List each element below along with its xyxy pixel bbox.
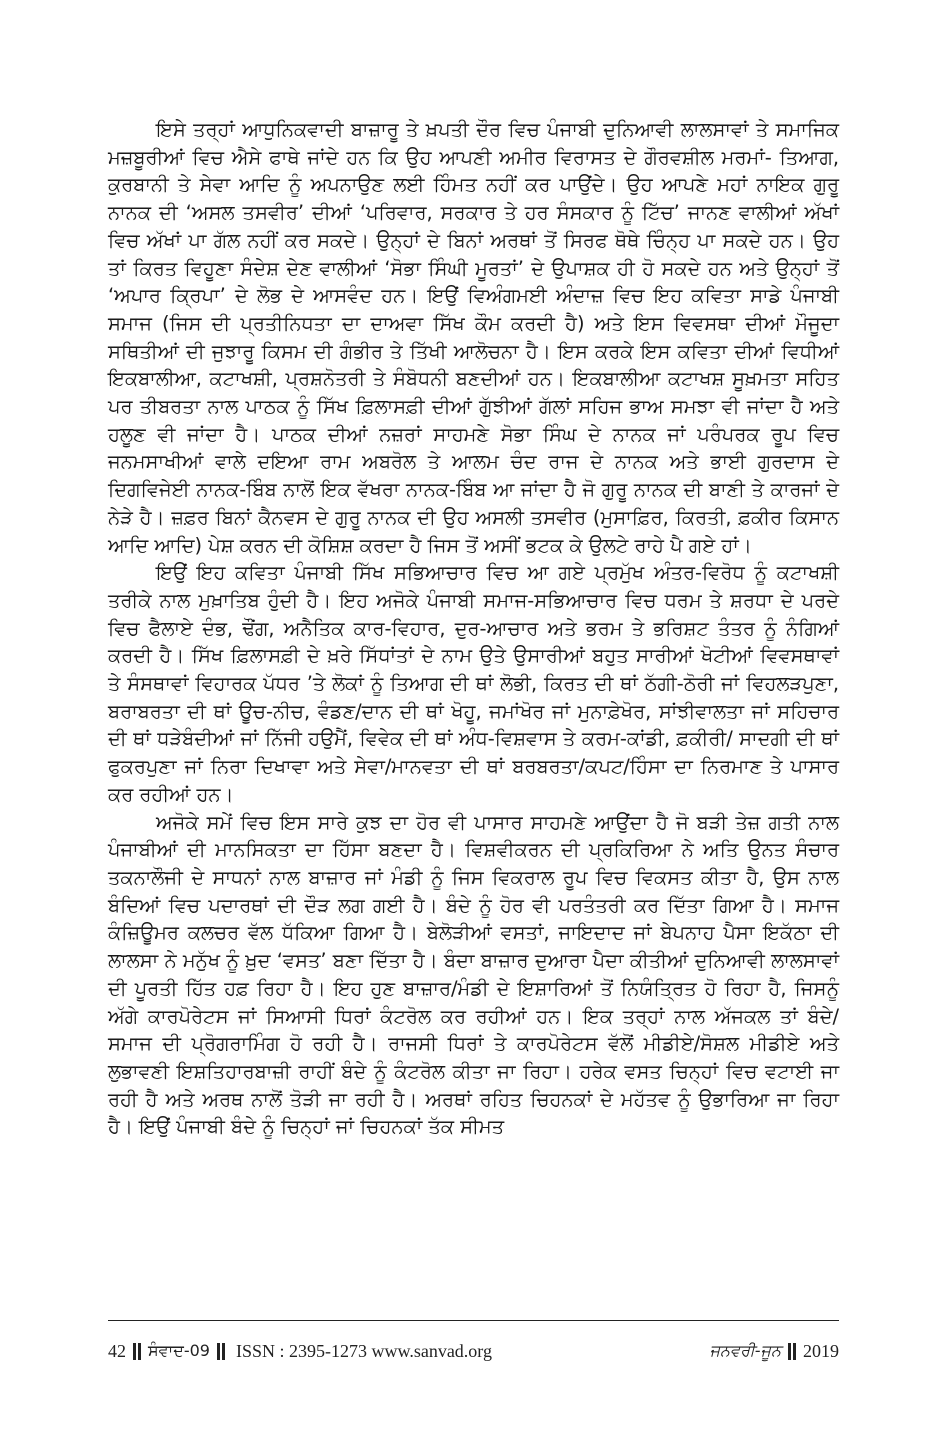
footer-divider (108, 1320, 839, 1321)
page-number: 42 (108, 1340, 126, 1361)
footer-left (108, 1341, 492, 1362)
page-footer (108, 1337, 839, 1365)
separator-icon (788, 1343, 796, 1360)
footer-right (710, 1341, 839, 1362)
separator-icon (133, 1343, 141, 1360)
magazine-issue: ਸੰਵਾਦ-09 (148, 1341, 210, 1360)
paragraph-3: ਅਜੋਕੇ ਸਮੇਂ ਵਿਚ ਇਸ ਸਾਰੇ ਕੁਝ ਦਾ ਹੋਰ ਵੀ ਪਾਸਾਰ ਸਾਹਮਣੇ ਆਉਂਦਾ ਹੈ ਜੋ ਬੜੀ ਤੇਜ਼ ਗਤੀ ਨਾਲ ਪੰਜਾਬੀਆਂ ਦੀ ਮਾਨਸਿਕਤਾ ਦਾ ਹਿੱਸਾ ਬਣਦਾ ਹੈ। ਵਿਸ਼ਵੀਕਰਨ ਦੀ ਪ੍ਰਕਿਰਿਆ ਨੇ ਅਤਿ ਉਨਤ ਸੰਚਾਰ ਤਕਨਾਲੌਜੀ ਦੇ ਸਾਧਨਾਂ ਨਾਲ ਬਾਜ਼ਾਰ ਜਾਂ ਮੰਡੀ ਨੂੰ ਜਿਸ ਵਿਕਰਾਲ ਰੂਪ ਵਿਚ ਵਿਕਸਤ ਕੀਤਾ ਹੈ, ਉਸ ਨਾਲ ਬੰਦਿਆਂ ਵਿਚ ਪਦਾਰਥਾਂ ਦੀ ਦੌੜ ਲਗ ਗਈ ਹੈ। ਬੰਦੇ ਨੂੰ ਹੋਰ ਵੀ ਪਰਤੰਤਰੀ ਕਰ ਦਿੱਤਾ ਗਿਆ ਹੈ। ਸਮਾਜ ਕੰਜ਼ਿਊਮਰ ਕਲਚਰ ਵੱਲ ਧੱਕਿਆ ਗਿਆ ਹੈ। ਬੇਲੋੜੀਆਂ ਵਸਤਾਂ, ਜਾਇਦਾਦ ਜਾਂ ਬੇਪਨਾਹ ਪੈਸਾ ਇਕੱਠਾ ਦੀ ਲਾਲਸਾ ਨੇ ਮਨੁੱਖ ਨੂੰ ਖ਼ੁਦ ‘ਵਸਤ’ ਬਣਾ ਦਿੱਤਾ ਹੈ। ਬੰਦਾ ਬਾਜ਼ਾਰ ਦੁਆਰਾ ਪੈਦਾ ਕੀਤੀਆਂ ਦੁਨਿਆਵੀ ਲਾਲਸਾਵਾਂ ਦੀ ਪੂਰਤੀ ਹਿੱਤ ਹਫ਼ ਰਿਹਾ ਹੈ। ਇਹ ਹੁਣ ਬਾਜ਼ਾਰ/ਮੰਡੀ ਦੇ ਇਸ਼ਾਰਿਆਂ ਤੋਂ ਨਿਯੰਤ੍ਰਿਤ ਹੋ ਰਿਹਾ ਹੈ, ਜਿਸਨੂੰ ਅੱਗੇ ਕਾਰਪੋਰੇਟਸ ਜਾਂ ਸਿਆਸੀ ਧਿਰਾਂ ਕੰਟਰੋਲ ਕਰ ਰਹੀਆਂ ਹਨ। ਇਕ ਤਰ੍ਹਾਂ ਨਾਲ ਅੱਜਕਲ ਤਾਂ ਬੰਦੇ/ ਸਮਾਜ ਦੀ ਪ੍ਰੋਗਰਾਮਿੰਗ ਹੋ ਰਹੀ ਹੈ। ਰਾਜਸੀ ਧਿਰਾਂ ਤੇ ਕਾਰਪੋਰੇਟਸ ਵੱਲੋਂ ਮੀਡੀਏ/ਸੋਸ਼ਲ ਮੀਡੀਏ ਅਤੇ ਲੁਭਾਵਣੀ ਇਸ਼ਤਿਹਾਰਬਾਜ਼ੀ ਰਾਹੀਂ ਬੰਦੇ ਨੂੰ ਕੰਟਰੋਲ ਕੀਤਾ ਜਾ ਰਿਹਾ। ਹਰੇਕ ਵਸਤ ਚਿਨ੍ਹਾਂ ਵਿਚ ਵਟਾਈ ਜਾ ਰਹੀ ਹੈ ਅਤੇ ਅਰਥ ਨਾਲੋਂ ਤੋੜੀ ਜਾ ਰਹੀ ਹੈ। ਅਰਥਾਂ ਰਹਿਤ ਚਿਹਨਕਾਂ ਦੇ ਮਹੱਤਵ ਨੂੰ ਉਭਾਰਿਆ ਜਾ ਰਿਹਾ ਹੈ। ਇਉਂ ਪੰਜਾਬੀ ਬੰਦੇ ਨੂੰ ਚਿਨ੍ਹਾਂ ਜਾਂ ਚਿਹਨਕਾਂ ਤੱਕ ਸੀਮਤ (108, 810, 839, 1139)
separator-icon (217, 1343, 225, 1360)
paragraph-2: ਇਉਂ ਇਹ ਕਵਿਤਾ ਪੰਜਾਬੀ ਸਿੱਖ ਸਭਿਆਚਾਰ ਵਿਚ ਆ ਗਏ ਪ੍ਰਮੁੱਖ ਅੰਤਰ-ਵਿਰੋਧ ਨੂੰ ਕਟਾਖਸ਼ੀ ਤਰੀਕੇ ਨਾਲ ਮੁਖ਼ਾਤਿਬ ਹੁੰਦੀ ਹੈ। ਇਹ ਅਜੋਕੇ ਪੰਜਾਬੀ ਸਮਾਜ-ਸਭਿਆਚਾਰ ਵਿਚ ਧਰਮ ਤੇ ਸ਼ਰਧਾ ਦੇ ਪਰਦੇ ਵਿਚ ਫੈਲਾਏ ਦੰਭ, ਢੌਂਗ, ਅਨੈਤਿਕ ਕਾਰ-ਵਿਹਾਰ, ਦੁਰ-ਆਚਾਰ ਅਤੇ ਭਰਮ ਤੇ ਭਰਿਸ਼ਟ ਤੰਤਰ ਨੂੰ ਨੰਗਿਆਂ ਕਰਦੀ ਹੈ। ਸਿੱਖ ਫ਼ਿਲਾਸਫ਼ੀ ਦੇ ਖ਼ਰੇ ਸਿੱਧਾਂਤਾਂ ਦੇ ਨਾਮ ਉਤੇ ਉਸਾਰੀਆਂ ਬਹੁਤ ਸਾਰੀਆਂ ਖੋਟੀਆਂ ਵਿਵਸਥਾਵਾਂ ਤੇ ਸੰਸਥਾਵਾਂ ਵਿਹਾਰਕ ਪੱਧਰ ’ਤੇ ਲੋਕਾਂ ਨੂੰ ਤਿਆਗ ਦੀ ਥਾਂ ਲੋਭੀ, ਕਿਰਤ ਦੀ ਥਾਂ ਠੱਗੀ-ਠੋਰੀ ਜਾਂ ਵਿਹਲੜਪੁਣਾ, ਬਰਾਬਰਤਾ ਦੀ ਥਾਂ ਊਚ-ਨੀਚ, ਵੰਡਣ/ਦਾਨ ਦੀ ਥਾਂ ਖੋਹੂ, ਜਮਾਂਖੋਰ ਜਾਂ ਮੁਨਾਫ਼ੇਖੋਰ, ਸਾਂਝੀਵਾਲਤਾ ਜਾਂ ਸਹਿਚਾਰ ਦੀ ਥਾਂ ਧੜੇਬੰਦੀਆਂ ਜਾਂ ਨਿੱਜੀ ਹਉਮੈਂ, ਵਿਵੇਕ ਦੀ ਥਾਂ ਅੰਧ-ਵਿਸ਼ਵਾਸ ਤੇ ਕਰਮ-ਕਾਂਡੀ, ਫ਼ਕੀਰੀ/ ਸਾਦਗੀ ਦੀ ਥਾਂ ਫੁਕਰਪੁਣਾ ਜਾਂ ਨਿਰਾ ਦਿਖਾਵਾ ਅਤੇ ਸੇਵਾ/ਮਾਨਵਤਾ ਦੀ ਥਾਂ ਬਰਬਰਤਾ/ਕਪਟ/ਹਿੰਸਾ ਦਾ ਨਿਰਮਾਣ ਤੇ ਪਾਸਾਰ ਕਰ ਰਹੀਆਂ ਹਨ। (108, 561, 839, 806)
paragraph-1: ਇਸੇ ਤਰ੍ਹਾਂ ਆਧੁਨਿਕਵਾਦੀ ਬਾਜ਼ਾਰੂ ਤੇ ਖ਼ਪਤੀ ਦੌਰ ਵਿਚ ਪੰਜਾਬੀ ਦੁਨਿਆਵੀ ਲਾਲਸਾਵਾਂ ਤੇ ਸਮਾਜਿਕ ਮਜ਼ਬੂਰੀਆਂ ਵਿਚ ਐਸੇ ਫਾਥੇ ਜਾਂਦੇ ਹਨ ਕਿ ਉਹ ਆਪਣੀ ਅਮੀਰ ਵਿਰਾਸਤ ਦੇ ਗੌਰਵਸ਼ੀਲ ਮਰਮਾਂ- ਤਿਆਗ, ਕੁਰਬਾਨੀ ਤੇ ਸੇਵਾ ਆਦਿ ਨੂੰ ਅਪਨਾਉਣ ਲਈ ਹਿੰਮਤ ਨਹੀਂ ਕਰ ਪਾਉਂਦੇ। ਉਹ ਆਪਣੇ ਮਹਾਂ ਨਾਇਕ ਗੁਰੂ ਨਾਨਕ ਦੀ ‘ਅਸਲ ਤਸਵੀਰ’ ਦੀਆਂ ‘ਪਰਿਵਾਰ, ਸਰਕਾਰ ਤੇ ਹਰ ਸੰਸਕਾਰ ਨੂੰ ਟਿੱਚ’ ਜਾਨਣ ਵਾਲੀਆਂ ਅੱਖਾਂ ਵਿਚ ਅੱਖਾਂ ਪਾ ਗੱਲ ਨਹੀਂ ਕਰ ਸਕਦੇ। ਉਨ੍ਹਾਂ ਦੇ ਬਿਨਾਂ ਅਰਥਾਂ ਤੋਂ ਸਿਰਫ ਥੋਥੇ ਚਿੰਨ੍ਹ ਪਾ ਸਕਦੇ ਹਨ। ਉਹ ਤਾਂ ਕਿਰਤ ਵਿਹੂਣਾ ਸੰਦੇਸ਼ ਦੇਣ ਵਾਲੀਆਂ ‘ਸੋਭਾ ਸਿੰਘੀ ਮੂਰਤਾਂ’ ਦੇ ਉਪਾਸ਼ਕ ਹੀ ਹੋ ਸਕਦੇ ਹਨ ਅਤੇ ਉਨ੍ਹਾਂ ਤੋਂ ‘ਅਪਾਰ ਕ੍ਰਿਪਾ’ ਦੇ ਲੋਭ ਦੇ ਆਸਵੰਦ ਹਨ। ਇਉਂ ਵਿਅੰਗਮਈ ਅੰਦਾਜ਼ ਵਿਚ ਇਹ ਕਵਿਤਾ ਸਾਡੇ ਪੰਜਾਬੀ ਸਮਾਜ (ਜਿਸ ਦੀ ਪ੍ਰਤੀਨਿਧਤਾ ਦਾ ਦਾਅਵਾ ਸਿੱਖ ਕੌਮ ਕਰਦੀ ਹੈ) ਅਤੇ ਇਸ ਵਿਵਸਥਾ ਦੀਆਂ ਮੌਜੂਦਾ ਸਥਿਤੀਆਂ ਦੀ ਜੁਝਾਰੂ ਕਿਸਮ ਦੀ ਗੰਭੀਰ ਤੇ ਤਿੱਖੀ ਆਲੋਚਨਾ ਹੈ। ਇਸ ਕਰਕੇ ਇਸ ਕਵਿਤਾ ਦੀਆਂ ਵਿਧੀਆਂ ਇਕਬਾਲੀਆ, ਕਟਾਖਸ਼ੀ, ਪ੍ਰਸ਼ਨੋਤਰੀ ਤੇ ਸੰਬੋਧਨੀ ਬਣਦੀਆਂ ਹਨ। ਇਕਬਾਲੀਆ ਕਟਾਖਸ਼ ਸੂਖ਼ਮਤਾ ਸਹਿਤ ਪਰ ਤੀਬਰਤਾ ਨਾਲ ਪਾਠਕ ਨੂੰ ਸਿੱਖ ਫ਼ਿਲਾਸਫ਼ੀ ਦੀਆਂ ਗੁੱਝੀਆਂ ਗੱਲਾਂ ਸਹਿਜ ਭਾਅ ਸਮਝਾ ਵੀ ਜਾਂਦਾ ਹੈ ਅਤੇ ਹਲੂਣ ਵੀ ਜਾਂਦਾ ਹੈ। ਪਾਠਕ ਦੀਆਂ ਨਜ਼ਰਾਂ ਸਾਹਮਣੇ ਸੋਭਾ ਸਿੰਘ ਦੇ ਨਾਨਕ ਜਾਂ ਪਰੰਪਰਕ ਰੂਪ ਵਿਚ ਜਨਮਸਾਖੀਆਂ ਵਾਲੇ ਦਇਆ ਰਾਮ ਅਬਰੋਲ ਤੇ ਆਲਮ ਚੰਦ ਰਾਜ ਦੇ ਨਾਨਕ ਅਤੇ ਭਾਈ ਗੁਰਦਾਸ ਦੇ ਦਿਗਵਿਜੇਈ ਨਾਨਕ-ਬਿੰਬ ਨਾਲੋਂ ਇਕ ਵੱਖਰਾ ਨਾਨਕ-ਬਿੰਬ ਆ ਜਾਂਦਾ ਹੈ ਜੋ ਗੁਰੂ ਨਾਨਕ ਦੀ ਬਾਣੀ ਤੇ ਕਾਰਜਾਂ ਦੇ ਨੇੜੇ ਹੈ। ਜ਼ਫ਼ਰ ਬਿਨਾਂ ਕੈਨਵਸ ਦੇ ਗੁਰੂ ਨਾਨਕ ਦੀ ਉਹ ਅਸਲੀ ਤਸਵੀਰ (ਮੁਸਾਫ਼ਿਰ, ਕਿਰਤੀ, ਫ਼ਕੀਰ ਕਿਸਾਨ ਆਦਿ ਆਦਿ) ਪੇਸ਼ ਕਰਨ ਦੀ ਕੋਸ਼ਿਸ਼ ਕਰਦਾ ਹੈ ਜਿਸ ਤੋਂ ਅਸੀਂ ਭਟਕ ਕੇ ਉਲਟੇ ਰਾਹੇ ਪੈ ਗਏ ਹਾਂ। (108, 118, 839, 557)
article-body (108, 116, 839, 1141)
issue-months: ਜਨਵਰੀ-ਜੂਨ (709, 1341, 781, 1360)
issn-website: ISSN : 2395-1273 www.sanvad.org (235, 1340, 492, 1361)
issue-year: 2019 (803, 1340, 839, 1361)
